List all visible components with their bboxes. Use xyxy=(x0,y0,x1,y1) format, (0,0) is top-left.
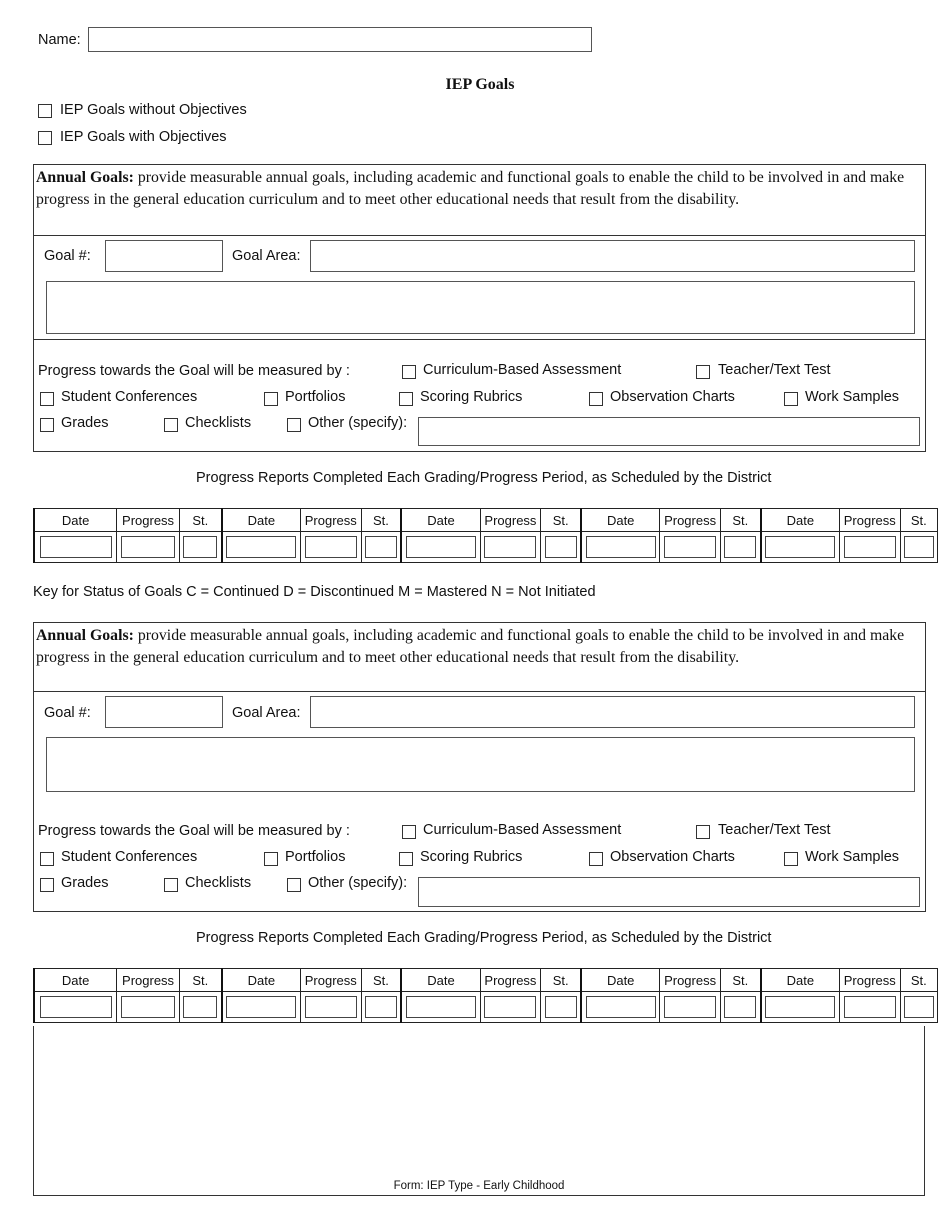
checklists-checkbox[interactable] xyxy=(164,418,178,432)
progress-input[interactable] xyxy=(121,996,175,1018)
checklists-label: Checklists xyxy=(185,875,252,891)
status-key: Key for Status of Goals C = Continued D = Discontinued M = Mastered N = Not Initiated xyxy=(33,584,596,600)
goals-without-objectives-checkbox[interactable] xyxy=(38,104,52,118)
col-status: St. xyxy=(720,509,760,532)
measured-by-label: Progress towards the Goal will be measured by : xyxy=(38,363,350,379)
scoring-rubrics-label: Scoring Rubrics xyxy=(420,849,523,865)
date-input[interactable] xyxy=(406,996,476,1018)
checklists-label: Checklists xyxy=(185,415,252,431)
progress-input[interactable] xyxy=(844,536,896,558)
other-label: Other (specify): xyxy=(308,415,408,431)
annual-goals-heading: Annual Goals: xyxy=(36,169,134,186)
col-progress: Progress xyxy=(117,969,180,992)
col-progress: Progress xyxy=(839,509,900,532)
annual-goal-section-2 xyxy=(33,622,926,912)
date-input[interactable] xyxy=(40,536,112,558)
progress-table-2 xyxy=(33,968,938,1023)
scoring-rubrics-checkbox[interactable] xyxy=(399,392,413,406)
goals-without-objectives-label: IEP Goals without Objectives xyxy=(60,102,247,118)
portfolios-checkbox[interactable] xyxy=(264,392,278,406)
progress-input[interactable] xyxy=(664,996,716,1018)
student-conf-checkbox[interactable] xyxy=(40,392,54,406)
status-input[interactable] xyxy=(904,536,934,558)
status-input[interactable] xyxy=(365,536,397,558)
col-progress: Progress xyxy=(117,509,180,532)
scoring-rubrics-label: Scoring Rubrics xyxy=(420,389,523,405)
col-date: Date xyxy=(34,509,117,532)
student-conf-label: Student Conferences xyxy=(61,389,198,405)
portfolios-checkbox[interactable] xyxy=(264,852,278,866)
other-label: Other (specify): xyxy=(308,875,408,891)
col-status: St. xyxy=(361,509,401,532)
grades-label: Grades xyxy=(61,415,109,431)
portfolios-label: Portfolios xyxy=(285,389,346,405)
col-progress: Progress xyxy=(300,509,361,532)
col-status: St. xyxy=(179,509,221,532)
other-specify-input[interactable] xyxy=(418,417,920,446)
col-date: Date xyxy=(34,969,117,992)
date-input[interactable] xyxy=(586,996,656,1018)
goal-number-label: Goal #: xyxy=(44,248,91,264)
progress-input[interactable] xyxy=(305,536,357,558)
status-input[interactable] xyxy=(183,536,217,558)
status-input[interactable] xyxy=(724,996,756,1018)
date-input[interactable] xyxy=(765,536,835,558)
date-input[interactable] xyxy=(406,536,476,558)
other-checkbox[interactable] xyxy=(287,878,301,892)
progress-reports-heading: Progress Reports Completed Each Grading/Progress Period, as Scheduled by the District xyxy=(196,470,772,486)
annual-goal-section-1 xyxy=(33,164,926,452)
curriculum-label: Curriculum-Based Assessment xyxy=(423,362,622,378)
grades-checkbox[interactable] xyxy=(40,878,54,892)
teacher-test-label: Teacher/Text Test xyxy=(718,362,831,378)
annual-goals-heading: Annual Goals: xyxy=(36,627,134,644)
observation-charts-label: Observation Charts xyxy=(610,849,735,865)
status-input[interactable] xyxy=(724,536,756,558)
name-label: Name: xyxy=(38,32,81,48)
date-input[interactable] xyxy=(226,536,296,558)
col-status: St. xyxy=(179,969,221,992)
progress-table-input-row xyxy=(34,532,938,563)
progress-input[interactable] xyxy=(121,536,175,558)
goal-area-input[interactable] xyxy=(310,696,915,728)
curriculum-label: Curriculum-Based Assessment xyxy=(423,822,622,838)
observation-charts-label: Observation Charts xyxy=(610,389,735,405)
annual-goals-description xyxy=(36,625,922,668)
goal-text-input[interactable] xyxy=(46,281,915,334)
goal-area-label: Goal Area: xyxy=(232,705,301,721)
date-input[interactable] xyxy=(226,996,296,1018)
col-date: Date xyxy=(581,969,660,992)
annual-goals-description xyxy=(36,167,922,210)
progress-table-header xyxy=(34,969,938,992)
col-date: Date xyxy=(761,509,840,532)
status-input[interactable] xyxy=(545,536,577,558)
annual-goals-text: provide measurable annual goals, including academic and functional goals to enable the child to be involved in and make progress in the general education curriculum and to meet other educational needs that result from the disability. xyxy=(36,627,905,666)
status-input[interactable] xyxy=(545,996,577,1018)
col-status: St. xyxy=(900,969,937,992)
col-date: Date xyxy=(761,969,840,992)
progress-table-input-row xyxy=(34,992,938,1023)
scoring-rubrics-checkbox[interactable] xyxy=(399,852,413,866)
col-status: St. xyxy=(541,969,581,992)
progress-table-1 xyxy=(33,508,938,563)
col-date: Date xyxy=(401,509,480,532)
status-input[interactable] xyxy=(183,996,217,1018)
col-progress: Progress xyxy=(660,509,721,532)
col-progress: Progress xyxy=(300,969,361,992)
date-input[interactable] xyxy=(40,996,112,1018)
checklists-checkbox[interactable] xyxy=(164,878,178,892)
col-date: Date xyxy=(401,969,480,992)
teacher-test-checkbox[interactable] xyxy=(696,365,710,379)
work-samples-label: Work Samples xyxy=(805,389,900,405)
observation-charts-checkbox[interactable] xyxy=(589,392,603,406)
progress-reports-heading: Progress Reports Completed Each Grading/Progress Period, as Scheduled by the District xyxy=(196,930,772,946)
col-progress: Progress xyxy=(480,509,541,532)
progress-input[interactable] xyxy=(664,536,716,558)
other-checkbox[interactable] xyxy=(287,418,301,432)
curriculum-checkbox[interactable] xyxy=(402,825,416,839)
goals-with-objectives-checkbox[interactable] xyxy=(38,131,52,145)
teacher-test-label: Teacher/Text Test xyxy=(718,822,831,838)
col-status: St. xyxy=(361,969,401,992)
goal-text-input[interactable] xyxy=(46,737,915,792)
col-date: Date xyxy=(222,509,301,532)
progress-input[interactable] xyxy=(844,996,896,1018)
work-samples-checkbox[interactable] xyxy=(784,852,798,866)
annual-goals-text: provide measurable annual goals, including academic and functional goals to enable the child to be involved in and make progress in the general education curriculum and to meet other educational needs that result from the disability. xyxy=(36,169,905,208)
progress-table-header xyxy=(34,509,938,532)
col-progress: Progress xyxy=(660,969,721,992)
goals-with-objectives-label: IEP Goals with Objectives xyxy=(60,129,227,145)
col-status: St. xyxy=(900,509,937,532)
progress-input[interactable] xyxy=(484,996,536,1018)
col-status: St. xyxy=(720,969,760,992)
teacher-test-checkbox[interactable] xyxy=(696,825,710,839)
grades-checkbox[interactable] xyxy=(40,418,54,432)
col-date: Date xyxy=(222,969,301,992)
goal-area-label: Goal Area: xyxy=(232,248,301,264)
work-samples-label: Work Samples xyxy=(805,849,900,865)
date-input[interactable] xyxy=(765,996,835,1018)
status-input[interactable] xyxy=(365,996,397,1018)
grades-label: Grades xyxy=(61,875,109,891)
student-conf-checkbox[interactable] xyxy=(40,852,54,866)
other-specify-input[interactable] xyxy=(418,877,920,907)
work-samples-checkbox[interactable] xyxy=(784,392,798,406)
portfolios-label: Portfolios xyxy=(285,849,346,865)
col-date: Date xyxy=(581,509,660,532)
col-progress: Progress xyxy=(839,969,900,992)
progress-input[interactable] xyxy=(484,536,536,558)
form-footer: Form: IEP Type - Early Childhood xyxy=(393,1180,565,1192)
goal-area-input[interactable] xyxy=(310,240,915,272)
objectives-area xyxy=(33,1026,925,1196)
name-input[interactable] xyxy=(88,27,592,52)
curriculum-checkbox[interactable] xyxy=(402,365,416,379)
page-title: IEP Goals xyxy=(445,76,515,93)
student-conf-label: Student Conferences xyxy=(61,849,198,865)
goal-number-input[interactable] xyxy=(105,696,223,728)
col-progress: Progress xyxy=(480,969,541,992)
status-input[interactable] xyxy=(904,996,934,1018)
col-status: St. xyxy=(541,509,581,532)
observation-charts-checkbox[interactable] xyxy=(589,852,603,866)
progress-input[interactable] xyxy=(305,996,357,1018)
date-input[interactable] xyxy=(586,536,656,558)
measured-by-label: Progress towards the Goal will be measured by : xyxy=(38,823,350,839)
goal-number-label: Goal #: xyxy=(44,705,91,721)
goal-number-input[interactable] xyxy=(105,240,223,272)
